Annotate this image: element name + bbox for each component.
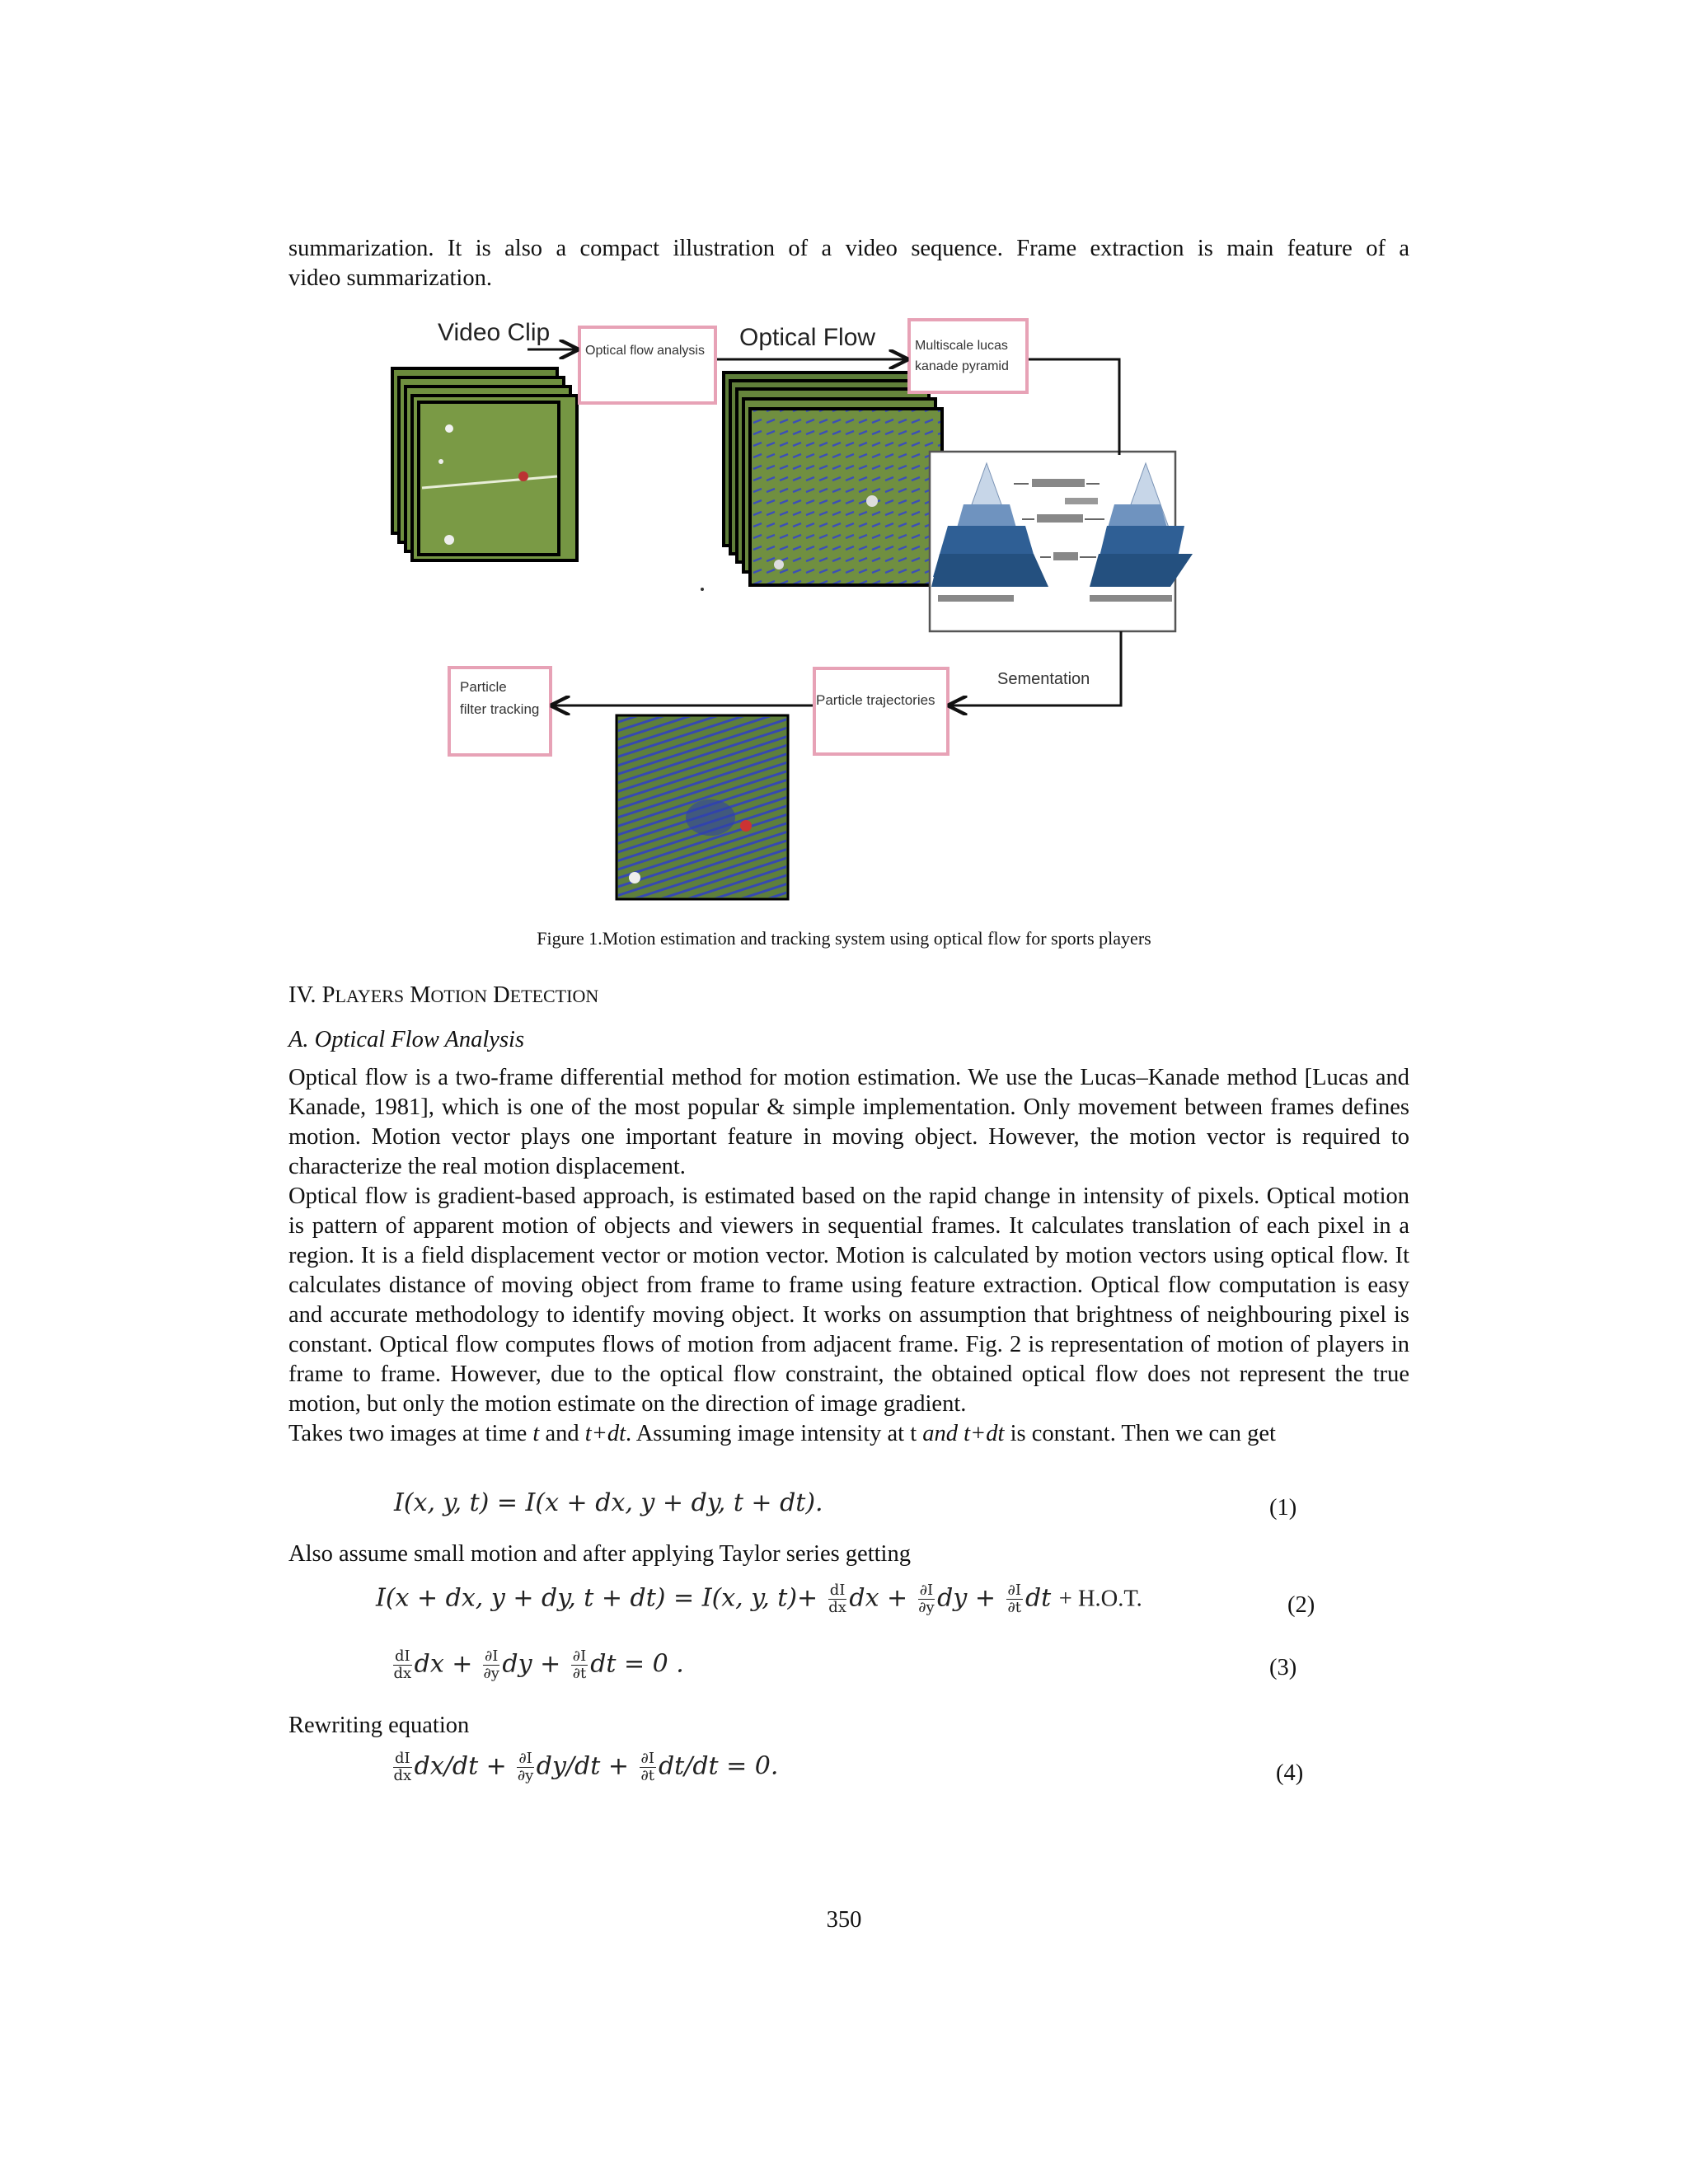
label-optical-flow: Optical Flow [739,324,876,351]
body-text [288,1063,1409,1449]
label-filter-tracking: filter tracking [460,701,540,717]
equation-2: I(x + dx, y + dy, t + dt) = I(x, y, t)+ $\frac{dI}{dx}$ dx + $\frac{\partial I}{\partial y}$ dy + $\frac{\partial I}{\partial t}$ dt + H.O.T. [376,1582,1142,1616]
equation-3: $\frac{dI}{dx}$ dx + $\frac{\partial I}{\partial y}$ dy + $\frac{\partial I}{\partial t}$ dt = 0 . [393,1647,684,1682]
tracking-result-frame [617,715,788,899]
paragraph-2: Optical flow is gradient-based approach, is estimated based on the rapid change in intensity of pixels. Optical motion is pattern of apparent motion of objects and viewers in sequential frames. It calculates translation of each pixel in a region. It is a field displacement vector or motion vector. Motion is calculated by motion vectors using optical flow. It calculates distance of moving object from frame to frame using feature extraction. Optical flow computation is easy and accurate methodology to identify moving object. It works on assumption that brightness of neighbouring pixel is constant. Optical flow computes flows of motion from adjacent frame. Fig. 2 is representation of motion of players in frame to frame. However, due to the optical flow constraint, the obtained optical flow does not represent the true motion, but only the motion estimate on the direction of image gradient. [288,1183,1409,1417]
label-particle: Particle [460,679,507,695]
label-multiscale-2: kanade pyramid [915,359,1009,373]
pyramid-diagram [930,452,1193,631]
label-particle-trajectories: Particle trajectories [816,692,935,708]
figure-caption: Figure 1.Motion estimation and tracking system using optical flow for sports players [537,928,1151,949]
page-number: 350 [826,1907,862,1933]
equation-4-number: (4) [1276,1760,1304,1786]
taylor-text: Also assume small motion and after applying Taylor series getting [288,1541,911,1567]
paragraph-1: Optical flow is a two-frame differential method for motion estimation. We use the Lucas–Kanade method [Lucas and Kanade, 1981], which is one of the most popular & simple implementation. Only movement between frames defines motion. Motion vector plays one important feature in moving object. However, the motion vector is required to characterize the real motion displacement. [288,1065,1409,1179]
intro-line-1: summarization. It is also a compact illustration of a video sequence. Frame extraction is main feature of a [288,236,1409,261]
paragraph-3: Takes two images at time t and t+dt. Assuming image intensity at t and t+dt is constant. Then we can get [288,1421,1276,1446]
optical-flow-analysis-box [579,327,715,403]
particle-trajectories-box [814,668,948,754]
subsection-heading: A. Optical Flow Analysis [288,1027,525,1052]
optical-flow-stack [724,373,942,585]
equation-2-number: (2) [1287,1592,1315,1618]
label-multiscale-1: Multiscale lucas [915,339,1008,353]
intro-line-2: video summarization. [288,265,492,291]
figure-1 [0,0,1688,915]
equation-1: I(x, y, t) = I(x + dx, y + dy, t + dt). [394,1488,823,1517]
equation-1-number: (1) [1269,1495,1297,1521]
section-heading: IV. PLAYERS MOTION DETECTION [288,982,599,1008]
rewrite-text: Rewriting equation [288,1713,470,1738]
label-sementation: Sementation [997,670,1090,688]
multiscale-box [909,320,1027,392]
equation-4: $\frac{dI}{dx}$ dx/dt + $\frac{\partial I}{\partial y}$ dy/dt + $\frac{\partial I}{\partial t}$ dt/dt = 0. [393,1750,779,1784]
label-video-clip: Video Clip [438,319,551,346]
video-clip-stack [392,368,577,560]
equation-3-number: (3) [1269,1655,1297,1680]
label-optical-flow-analysis: Optical flow analysis [585,344,705,358]
